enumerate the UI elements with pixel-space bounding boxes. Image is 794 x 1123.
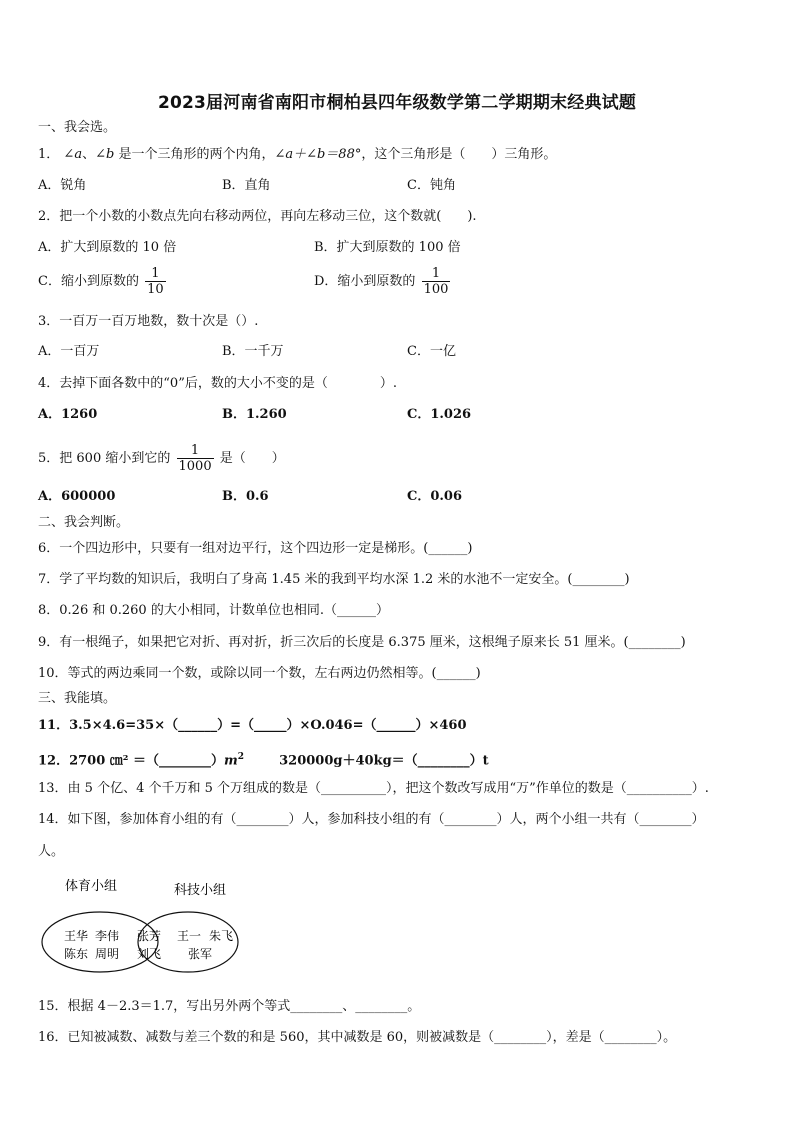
question-14-line-2: 人。 <box>38 844 65 859</box>
question-16: 16．已知被减数、减数与差三个数的和是 560，其中减数是 60，则被减数是（________），差是（________）。 <box>38 1030 677 1045</box>
venn-name-4: 周明 <box>95 947 120 961</box>
q1-text-2: ，这个三角形是（ ）三角形。 <box>361 147 557 162</box>
venn-name-9: 张军 <box>188 947 213 961</box>
venn-name-1: 王华 <box>64 929 89 943</box>
q12-unit: m <box>224 753 238 769</box>
q5-fraction <box>177 443 214 474</box>
q12-text-2: 320000g＋40kg＝（________）t <box>279 753 489 769</box>
q5-option-b: B．0.6 <box>222 489 269 504</box>
venn-label-tech: 科技小组 <box>174 883 227 898</box>
question-1 <box>38 146 556 164</box>
q2-option-c <box>38 266 168 297</box>
question-12 <box>38 748 489 770</box>
question-9: 9．有一根绳子，如果把它对折、再对折，折三次后的长度是 6.375 厘米，这根绳子原来长 51 厘米。(________) <box>38 635 686 650</box>
q2-option-d-fraction <box>422 266 451 297</box>
q1-text-1: 是一个三角形的两个内角， <box>114 147 275 162</box>
q5-numerator: 1 <box>177 443 214 459</box>
q2-d-numerator: 1 <box>422 266 451 282</box>
venn-name-6: 刘飞 <box>137 947 162 961</box>
venn-name-8: 朱飞 <box>209 929 234 943</box>
q5-text-2: 是（ ） <box>219 451 285 466</box>
venn-diagram <box>38 872 248 982</box>
question-15: 15．根据 4－2.3＝1.7，写出另外两个等式________、________。 <box>38 999 421 1014</box>
question-5 <box>38 443 285 474</box>
venn-name-2: 李伟 <box>95 929 120 943</box>
q4-option-c: C．1.026 <box>407 407 472 422</box>
q4-option-b: B．1.260 <box>222 407 287 422</box>
section-3-heading: 三、我能填。 <box>38 691 117 706</box>
question-2: 2．把一个小数的小数点先向右移动两位，再向左移动三位，这个数就( ). <box>38 209 477 224</box>
q3-option-c: C．一亿 <box>407 344 456 359</box>
q2-option-b: B．扩大到原数的 100 倍 <box>314 240 461 255</box>
venn-label-sports: 体育小组 <box>65 879 118 894</box>
q1-option-b: B．直角 <box>222 178 271 193</box>
section-2-heading: 二、我会判断。 <box>38 515 130 530</box>
question-10: 10．等式的两边乘同一个数，或除以同一个数，左右两边仍然相等。(______) <box>38 666 481 681</box>
question-4: 4．去掉下面各数中的“0”后，数的大小不变的是（ ）. <box>38 376 397 391</box>
q1-angle-b: ∠b <box>95 147 115 162</box>
q5-text-1: 5．把 600 缩小到它的 <box>38 451 171 466</box>
q3-option-a: A．一百万 <box>38 344 100 359</box>
question-6: 6．一个四边形中，只要有一组对边平行，这个四边形一定是梯形。(______) <box>38 541 473 556</box>
q2-option-a: A．扩大到原数的 10 倍 <box>38 240 177 255</box>
q2-option-c-text: C．缩小到原数的 <box>38 274 139 289</box>
q2-c-numerator: 1 <box>145 266 166 282</box>
q2-c-denominator: 10 <box>147 282 164 297</box>
q5-option-c: C．0.06 <box>407 489 463 504</box>
q1-expression: ∠a＋∠b＝88° <box>274 147 362 162</box>
q1-number: 1． <box>38 147 60 162</box>
q2-option-d-text: D．缩小到原数的 <box>314 274 416 289</box>
q3-option-b: B．一千万 <box>222 344 284 359</box>
q4-option-a: A．1260 <box>38 407 98 422</box>
q1-angle-a: ∠a <box>63 147 83 162</box>
question-8: 8．0.26 和 0.260 的大小相同，计数单位也相同.（______） <box>38 603 389 618</box>
q12-text-1: 12．2700 ㎝² ＝（________） <box>38 753 225 769</box>
q5-denominator: 1000 <box>178 459 212 474</box>
page-title: 2023届河南省南阳市桐柏县四年级数学第二学期期末经典试题 <box>157 93 637 113</box>
q12-unit-superscript: 2 <box>237 752 245 762</box>
question-14-line-1: 14．如下图，参加体育小组的有（________）人，参加科技小组的有（________）人，两个小组一共有（________） <box>38 812 705 827</box>
question-13: 13．由 5 个亿、4 个千万和 5 个万组成的数是（__________），把这个数改写成用“万”作单位的数是（__________）. <box>38 781 709 796</box>
q1-sep: 、 <box>82 147 96 162</box>
question-11: 11．3.5×4.6=35×（______）=（_____）×O.046=（______）×460 <box>38 718 467 733</box>
q2-d-denominator: 100 <box>423 282 449 297</box>
venn-name-7: 王一 <box>177 929 202 943</box>
question-7: 7．学了平均数的知识后，我明白了身高 1.45 米的我到平均水深 1.2 米的水池不一定安全。(________) <box>38 572 630 587</box>
q1-option-c: C．钝角 <box>407 178 456 193</box>
q5-option-a: A．600000 <box>38 489 116 504</box>
section-1-heading: 一、我会选。 <box>38 120 117 135</box>
venn-name-5: 张芳 <box>137 929 162 943</box>
q2-option-d <box>314 266 452 297</box>
q1-option-a: A．锐角 <box>38 178 87 193</box>
venn-name-3: 陈东 <box>64 947 89 961</box>
question-3: 3．一百万一百万地数，数十次是（）. <box>38 314 259 329</box>
q2-option-c-fraction <box>145 266 166 297</box>
